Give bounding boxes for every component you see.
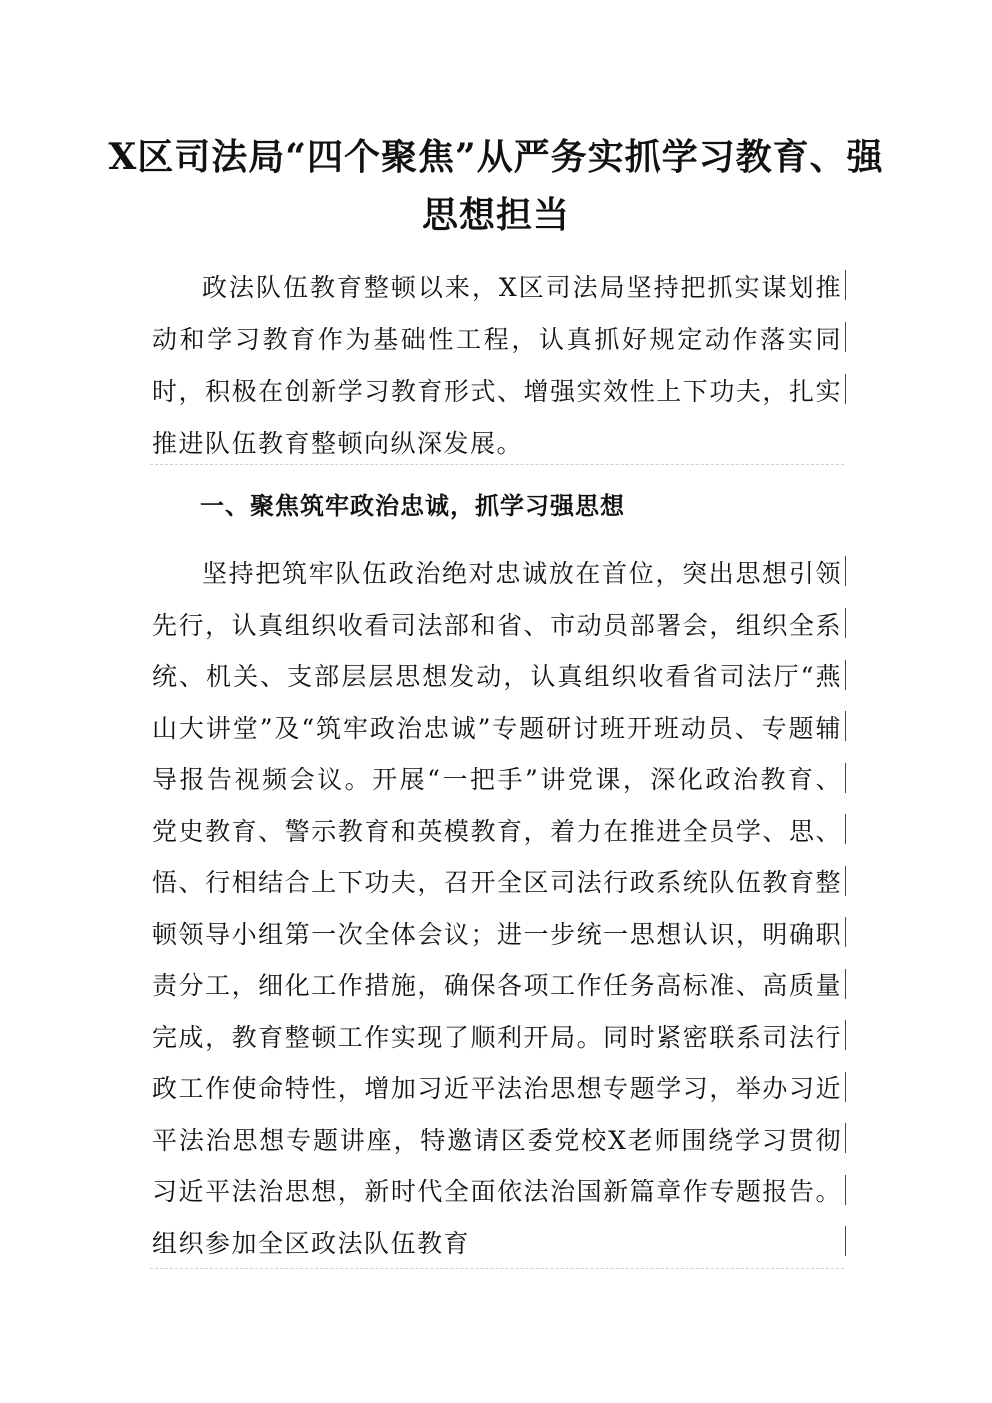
line-end-marker — [845, 1020, 846, 1050]
line-end-marker — [845, 711, 846, 741]
section-paragraph-1: 坚持把筑牢队伍政治绝对忠诚放在首位，突出思想引领先行，认真组织收看司法部和省、市动员部署会，组织全系统、机关、支部层层思想发动，认真组织收看省司法厅“燕山大讲堂”及“筑牢政治忠诚”专题研讨班开班动员、专题辅导报告视频会议。开展“一把手”讲党课，深化政治教育、党史教育、警示教育和英模教育，着力在推进全员学、思、悟、行相结合上下功夫，召开全区司法行政系统队伍教育整顿领导小组第一次全体会议；进一步统一思想认识，明确职责分工，细化工作措施，确保各项工作任务高标准、高质量完成，教育整顿工作实现了顺利开局。同时紧密联系司法行政工作使命特性，增加习近平法治思想专题学习，举办习近平法治思想专题讲座，特邀请区委党校X老师围绕学习贯彻习近平法治思想，新时代全面依法治国新篇章作专题报告。组织参加全区政法队伍教育 — [152, 559, 842, 1258]
line-end-marker — [845, 763, 846, 793]
section-heading-1: 一、聚焦筑牢政治忠诚，抓学习强思想 — [200, 492, 625, 520]
document-title: X区司法局“四个聚焦”从严务实抓学习教育、强思想担当 — [108, 136, 884, 236]
line-end-marker — [845, 1226, 846, 1256]
intro-paragraph: 政法队伍教育整顿以来，X区司法局坚持把抓实谋划推动和学习教育作为基础性工程，认真抓好规定动作落实同时，积极在创新学习教育形式、增强实效性上下功夫，扎实推进队伍教育整顿向纵深发展。 — [152, 273, 842, 458]
line-end-marker — [845, 814, 846, 844]
line-end-marker — [845, 1072, 846, 1102]
line-end-marker — [845, 1123, 846, 1153]
line-end-marker — [845, 374, 846, 404]
page-bottom-divider — [150, 1268, 844, 1269]
line-end-marker — [845, 1175, 846, 1205]
line-end-marker — [845, 660, 846, 690]
line-end-marker — [845, 556, 846, 586]
line-end-marker — [845, 866, 846, 896]
line-end-marker — [845, 608, 846, 638]
line-end-marker — [845, 270, 846, 300]
section-divider — [150, 464, 844, 465]
line-end-marker — [845, 969, 846, 999]
line-end-marker — [845, 322, 846, 352]
line-end-marker — [845, 917, 846, 947]
